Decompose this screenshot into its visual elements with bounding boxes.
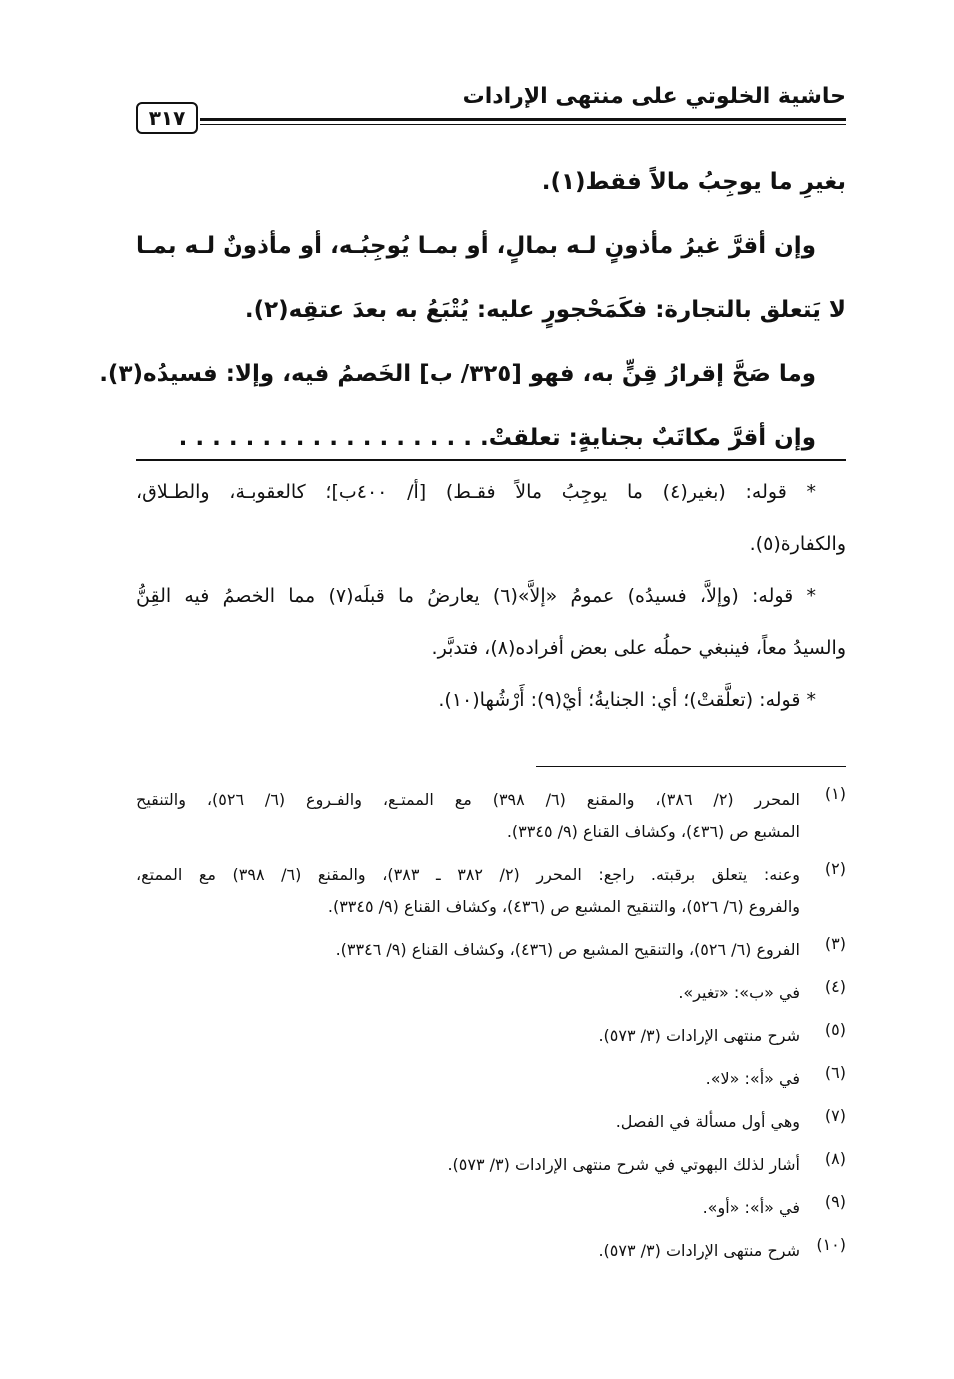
main-line: بغيرِ ما يوجِبُ مالاً فقط(١). bbox=[541, 169, 846, 195]
header-rule bbox=[200, 118, 846, 125]
page-number: ٣١٧ bbox=[136, 102, 198, 134]
footnotes bbox=[136, 784, 846, 1267]
footnote bbox=[136, 1235, 846, 1267]
commentary bbox=[136, 466, 846, 726]
commentary-line: * قوله: (بغير(٤) ما يوجِبُ مالاً فقـط) [أ/ ٤٠٠ب]؛ كالعقوبـة، والطـلاق، bbox=[136, 481, 816, 503]
footnote-number: (٤) bbox=[824, 977, 846, 996]
footnote-line: المشبع ص (٤٣٦)، وكشاف القناع (٩/ ٣٣٤٥). bbox=[506, 822, 800, 841]
footnote-number: (١) bbox=[824, 784, 846, 803]
footnote-number: (٨) bbox=[824, 1149, 846, 1168]
running-header bbox=[136, 80, 846, 140]
commentary-line: * قوله: (تعلَّقتْ)؛ أي: الجنايةُ؛ أيْ(٩): أَرْشُها(١٠). bbox=[438, 689, 816, 711]
footnote bbox=[136, 1149, 846, 1181]
footnote bbox=[136, 1106, 846, 1138]
footnote-line: والفروع (٦/ ٥٢٦)، والتنقيح المشبع ص (٤٣٦)، وكشاف القناع (٩/ ٣٣٤٥). bbox=[327, 897, 800, 916]
commentary-line: والكفارة(٥). bbox=[749, 533, 846, 555]
footnote-number: (٩) bbox=[824, 1192, 846, 1211]
footnote-line: في «أ»: «لا». bbox=[705, 1069, 800, 1088]
commentary-line: * قوله: (وإلاَّ، فسيدُه) عمومُ «إلاَّ»(٦) يعارضُ ما قبلَه(٧) مما الخصمُ فيه القِنُّ bbox=[136, 585, 816, 607]
main-line: وإن أقرَّ غيرُ مأذونٍ لـه بمالٍ، أو بمـا يُوجِبُـه، أو مأذونٌ لـه بمـا bbox=[136, 233, 816, 259]
footnote-line: في «أ»: «أو». bbox=[702, 1198, 800, 1217]
footnote-number: (٥) bbox=[824, 1020, 846, 1039]
footnote-number: (١٠) bbox=[816, 1235, 846, 1254]
footnote-line: الفروع (٦/ ٥٢٦)، والتنقيح المشبع ص (٤٣٦)، وكشاف القناع (٩/ ٣٣٤٦). bbox=[335, 940, 800, 959]
footnote bbox=[136, 784, 846, 848]
footnote bbox=[136, 934, 846, 966]
footnote-number: (٦) bbox=[824, 1063, 846, 1082]
footnote-line: وهي أول مسألة في الفصل. bbox=[615, 1112, 800, 1131]
footnote bbox=[136, 1020, 846, 1052]
main-line: وإن أقرَّ مكاتَبٌ بجنايةٍ: تعلقتْ. . . . . . . . . . . . . . . . . . . bbox=[178, 425, 816, 451]
footnote-line: شرح منتهى الإرادات (٣/ ٥٧٣). bbox=[598, 1026, 800, 1045]
footnote bbox=[136, 1192, 846, 1224]
header-title: حاشية الخلوتي على منتهى الإرادات bbox=[462, 84, 846, 109]
main-line: لا يَتعلق بالتجارة: فكَمَحْجورٍ عليه: يُتْبَعُ به بعدَ عتقِه(٢). bbox=[244, 297, 846, 323]
main-text bbox=[99, 150, 846, 470]
footnote bbox=[136, 977, 846, 1009]
commentary-line: والسيدُ معاً، فينبغي حملُه على بعض أفراده(٨)، فتدبَّر. bbox=[431, 637, 846, 659]
footnote-line: أشار لذلك البهوتي في شرح منتهى الإرادات (٣/ ٥٧٣). bbox=[447, 1155, 800, 1174]
footnote-number: (٢) bbox=[824, 859, 846, 878]
footnote bbox=[136, 1063, 846, 1095]
main-line: وما صَحَّ إقرارُ قِنٍّ به، فهو [٣٢٥/ ب] الخَصمُ فيه، وإلا: فسيدُه(٣). bbox=[99, 361, 816, 387]
footnote bbox=[136, 859, 846, 923]
footnote-line: وعنه: يتعلق برقبته. راجع: المحرر (٢/ ٣٨٢ ـ ٣٨٣)، والمقنع (٦/ ٣٩٨) مع الممتع، bbox=[136, 865, 800, 884]
section-divider bbox=[136, 459, 846, 461]
footnote-number: (٧) bbox=[824, 1106, 846, 1125]
footnote-divider bbox=[536, 766, 846, 767]
footnote-line: في «ب»: «تغير». bbox=[678, 983, 800, 1002]
footnote-line: المحرر (٢/ ٣٨٦)، والمقنع (٦/ ٣٩٨) مع الممتـع، والفـروع (٦/ ٥٢٦)، والتنقيح bbox=[136, 790, 800, 809]
footnote-number: (٣) bbox=[824, 934, 846, 953]
footnote-line: شرح منتهى الإرادات (٣/ ٥٧٣). bbox=[598, 1241, 800, 1260]
